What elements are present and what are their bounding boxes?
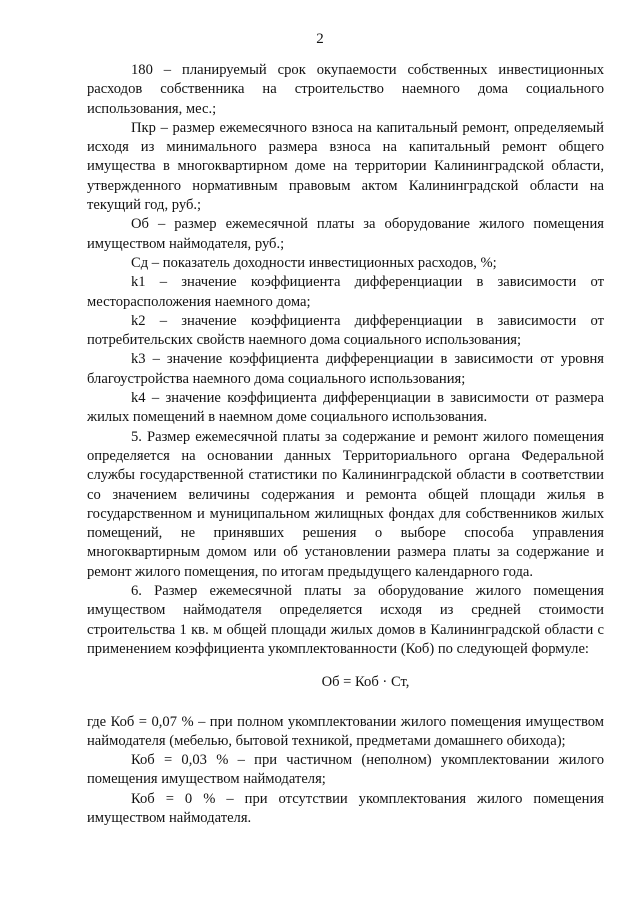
paragraph-kob-none: Коб = 0 % – при отсутствии укомплектования жилого помещения имуществом наймодателя. [87, 790, 604, 826]
formula: Об = Коб · Ст, [321, 674, 410, 691]
paragraph-term-ob: Об – размер ежемесячной платы за оборудование жилого помещения имуществом наймодателя, руб.; [87, 216, 604, 252]
paragraph-term-sd: Сд – показатель доходности инвестиционных расходов, %; [131, 254, 497, 271]
paragraph-clause-5: 5. Размер ежемесячной платы за содержание и ремонт жилого помещения определяется на основании данных Территориального органа Федеральной службы государственной статистики по Калининградской области в соответствии со значением величины содержания и ремонта общей площади жилья в государственном и муниципальном жилищных фондах для собственников жилых помещений, не принявших решения о выборе способа управления многоквартирным домом или об установлении размера платы за содержание и ремонт жилого помещения, по итогам предыдущего календарного года. [87, 428, 604, 580]
page-number: 2 [316, 31, 324, 47]
paragraph-term-k1: k1 – значение коэффициента дифференциации в зависимости от месторасположения наемного дома; [87, 274, 604, 310]
paragraph-kob-partial: Коб = 0,03 % – при частичном (неполном) укомплектовании жилого помещения имуществом наймодателя; [87, 752, 604, 788]
paragraph-term-k4: k4 – значение коэффициента дифференциации в зависимости от размера жилых помещений в наемном доме социального использования. [87, 390, 604, 426]
paragraph-term-180: 180 – планируемый срок окупаемости собственных инвестиционных расходов собственника на строительство наемного дома социального использования, мес.; [87, 62, 604, 117]
paragraph-kob-full: где Коб = 0,07 % – при полном укомплектовании жилого помещения имуществом наймодателя (мебелью, бытовой техникой, предметами домашнего обихода); [87, 713, 604, 749]
document-body [87, 61, 604, 828]
paragraph-term-k3: k3 – значение коэффициента дифференциации в зависимости от уровня благоустройства наемного дома социального использования; [87, 351, 604, 387]
paragraph-term-pkr: Пкр – размер ежемесячного взноса на капитальный ремонт, определяемый исходя из минимального размера взноса на капитальный ремонт общего имущества в многоквартирном доме на территории Калининградской области, утвержденного нормативным правовым актом Калининградской области на текущий год, руб.; [87, 119, 604, 214]
paragraph-term-k2: k2 – значение коэффициента дифференциации в зависимости от потребительских свойств наемного дома социального использования; [87, 312, 604, 349]
paragraph-clause-6: 6. Размер ежемесячной платы за оборудование жилого помещения имуществом наймодателя определяется исходя из средней стоимости строительства 1 кв. м общей площади жилых домов в Калининградской области с применением коэффициента укомплектованности (Коб) по следующей формуле: [87, 583, 604, 657]
